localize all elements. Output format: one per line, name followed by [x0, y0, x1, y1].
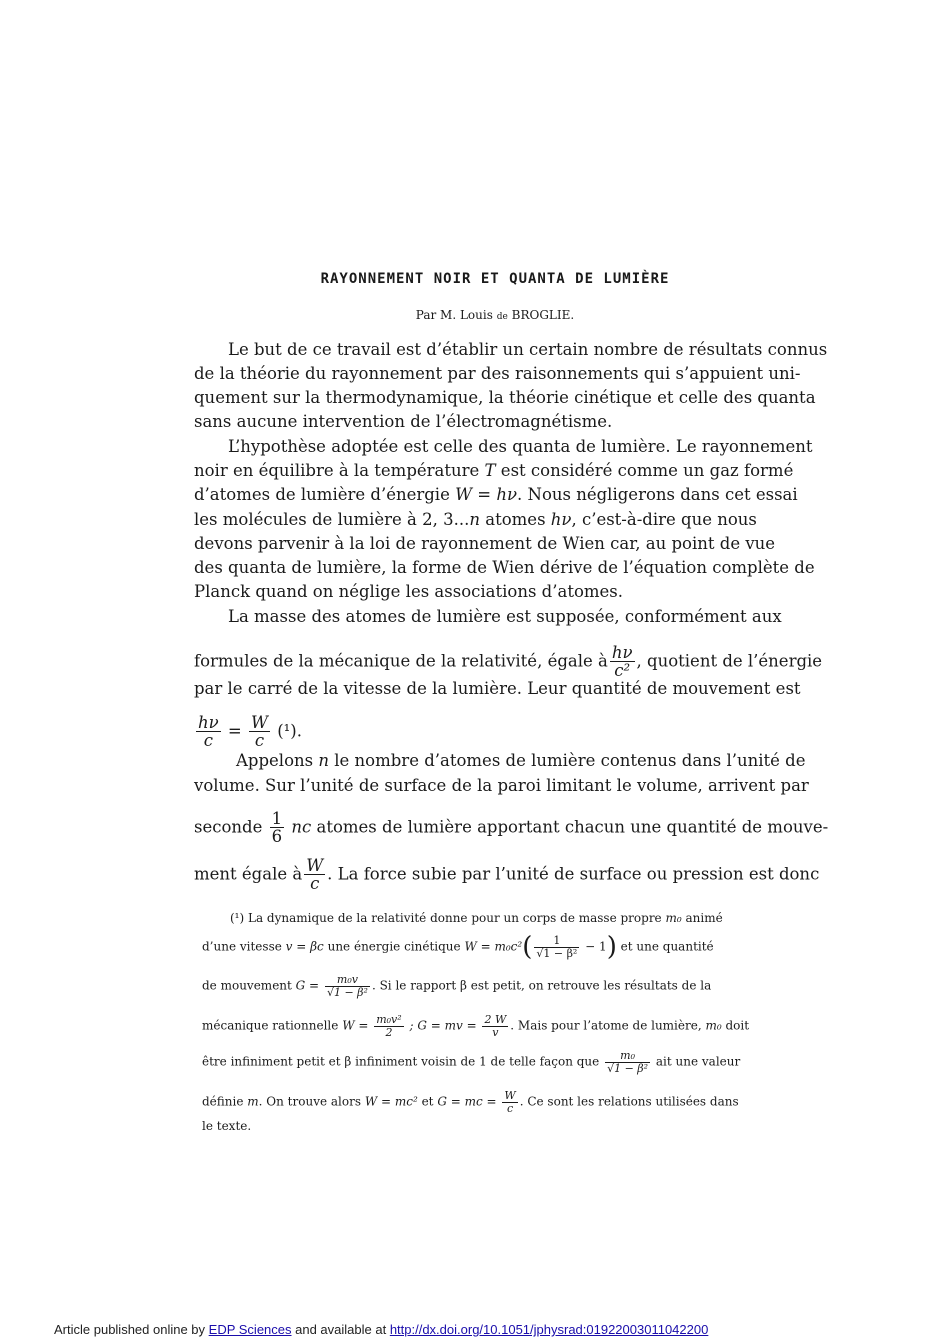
footnote-line: le texte. — [202, 1119, 252, 1133]
body-line: L’hypothèse adoptée est celle des quanta de lumière. Le rayonnement — [228, 437, 813, 456]
footnote-line: de mouvement G = $\frac{\text{m₀v}}{\text{√1 − β²}}$ . Si le rapport β est petit, on retrouve les résultats de la — [202, 973, 712, 999]
footnote-line: d’une vitesse v = βc une énergie cinétique W = m₀c²( $\frac{1}{\text{√1 − β²}}$ − 1) et une quantité — [202, 932, 714, 963]
footnote-line: définie m. On trouve alors W = mc² et G = mc = $\frac{W}{c}$ . Ce sont les relations utilisées dans — [202, 1089, 739, 1115]
fraction: $\frac{1}{6}$ — [271, 809, 283, 847]
body-line: Appelons n le nombre d’atomes de lumière contenus dans l’unité de — [236, 751, 806, 770]
body-line: Le but de ce travail est d’établir un certain nombre de résultats connus — [228, 340, 828, 359]
fraction: $\frac{2 W}{v}$ — [484, 1013, 507, 1039]
body-line: des quanta de lumière, la forme de Wien dérive de l’équation complète de — [194, 558, 815, 577]
fraction: $\frac{W}{c}$ — [306, 856, 324, 894]
publisher-footer: Article published online by EDP Sciences and available at http://dx.doi.org/10.1051/jphysrad:01922003011042200 — [54, 1322, 709, 1337]
fraction: $\frac{\text{m₀v}}{\text{√1 − β²}}$ — [326, 973, 368, 999]
doi-link[interactable]: http://dx.doi.org/10.1051/jphysrad:01922003011042200 — [389, 1322, 709, 1337]
body-line: seconde $\frac{1}{6}$ nc atomes de lumière apportant chacun une quantité de mouve- — [194, 809, 829, 847]
body-line: $\frac{h\nu}{c}$ = $\frac{W}{c}$ (¹). — [198, 713, 302, 751]
paper-author: Par M. Louis de BROGLIE. — [415, 308, 575, 322]
body-line: quement sur la thermodynamique, la théorie cinétique et celle des quanta — [194, 388, 816, 407]
footnote-line: mécanique rationnelle W = $\frac{\text{m₀v²}}{2}$ ; G = mv = $\frac{2 W}{v}$ . Mais pour l’atome de lumière, m₀ doit — [202, 1013, 750, 1039]
body-line: de la théorie du rayonnement par des raisonnements qui s’appuient uni- — [194, 364, 801, 383]
body-line: sans aucune intervention de l’électromagnétisme. — [194, 412, 613, 431]
body-line: les molécules de lumière à 2, 3...n atomes hν, c’est-à-dire que nous — [194, 510, 757, 529]
fraction: $\frac{W}{c}$ — [251, 713, 268, 751]
body-line: devons parvenir à la loi de rayonnement de Wien car, au point de vue — [194, 534, 776, 553]
body-line: ment égale à $\frac{W}{c}$ . La force subie par l’unité de surface ou pression est donc — [194, 856, 820, 894]
fraction: $\frac{h\nu}{\text{c²}}$ — [611, 643, 633, 681]
body-line: par le carré de la vitesse de la lumière. Leur quantité de mouvement est — [194, 679, 801, 698]
body-line: Planck quand on néglige les associations d’atomes. — [194, 582, 623, 601]
body-line: formules de la mécanique de la relativité, égale à $\frac{h\nu}{\text{c²}}$ , quotient de l’énergie — [194, 643, 823, 681]
fraction: $\frac{1}{\text{√1 − β²}}$ — [536, 934, 578, 960]
footnote-line: (¹) La dynamique de la relativité donne pour un corps de masse propre m₀ animé — [230, 911, 723, 925]
fraction: $\frac{W}{c}$ — [504, 1089, 516, 1115]
body-line: volume. Sur l’unité de surface de la paroi limitant le volume, arrivent par — [194, 776, 809, 795]
fraction: $\frac{\text{m₀}}{\text{√1 − β²}}$ — [607, 1049, 649, 1075]
footnote-line: être infiniment petit et β infiniment voisin de 1 de telle façon que $\frac{\text{m₀}}{\text{√1 − β²}}$ ait une valeur — [202, 1049, 741, 1075]
body-line: d’atomes de lumière d’énergie W = hν. Nous négligerons dans cet essai — [194, 485, 798, 504]
fraction: $\frac{h\nu}{c}$ — [198, 713, 219, 751]
fraction: $\frac{\text{m₀v²}}{2}$ — [376, 1013, 402, 1039]
body-line: noir en équilibre à la température T est considéré comme un gaz formé — [194, 461, 794, 480]
body-line: La masse des atomes de lumière est supposée, conformément aux — [228, 607, 782, 626]
publisher-link[interactable]: EDP Sciences — [208, 1322, 292, 1337]
paper-title: RAYONNEMENT NOIR ET QUANTA DE LUMIÈRE — [320, 271, 670, 287]
